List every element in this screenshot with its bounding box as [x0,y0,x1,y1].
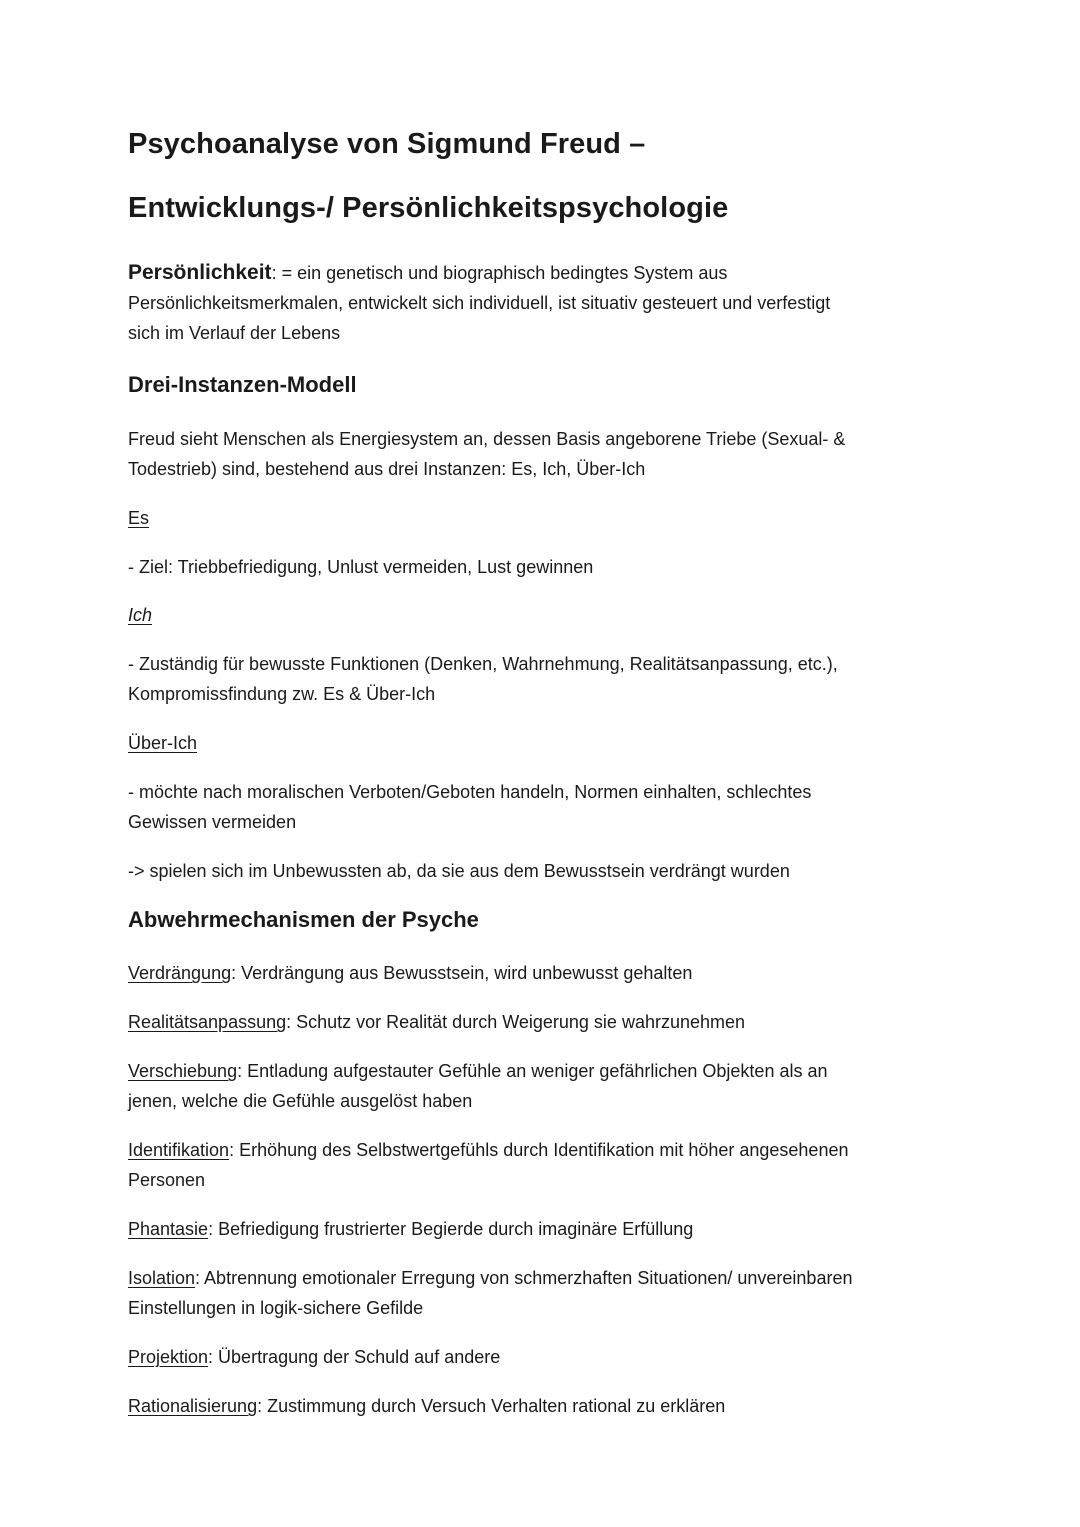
es-label-text: Es [128,508,150,528]
personality-definition [128,258,958,348]
ich-text-line-1: - Zuständig für bewusste Funktionen (Denken, Wahrnehmung, Realitätsanpassung, etc.), [128,654,838,674]
model-intro [128,424,958,484]
defense-item [128,1263,958,1323]
defense-item [128,1391,958,1421]
ich-text-line-2: Kompromissfindung zw. Es & Über-Ich [128,684,436,704]
defense-term: Rationalisierung [128,1396,258,1416]
ich-label [128,600,958,630]
model-note: -> spielen sich im Unbewussten ab, da sie aus dem Bewusstsein verdrängt wurden [128,861,790,881]
defense-text-line-1: : Entladung aufgestauter Gefühle an weniger gefährlichen Objekten als an [237,1061,828,1081]
ueberich-text [128,777,958,837]
defense-term: Isolation [128,1268,196,1288]
defense-text-line-1: : Zustimmung durch Versuch Verhalten rational zu erklären [257,1396,726,1416]
personality-term: Persönlichkeit [128,261,272,284]
defense-term: Identifikation [128,1140,230,1160]
defense-term: Realitätsanpassung [128,1012,287,1032]
es-text: - Ziel: Triebbefriedigung, Unlust vermeiden, Lust gewinnen [128,557,594,577]
defense-text-line-2: jenen, welche die Gefühle ausgelöst haben [128,1091,473,1111]
defense-item [128,1056,958,1116]
defense-term: Phantasie [128,1219,209,1239]
defense-term: Projektion [128,1347,209,1367]
ueberich-text-line-2: Gewissen vermeiden [128,812,297,832]
defense-text-line-1: : Abtrennung emotionaler Erregung von schmerzhaften Situationen/ unvereinbaren [195,1268,853,1288]
defense-heading: Abwehrmechanismen der Psyche [128,907,479,932]
defense-text-line-2: Personen [128,1170,206,1190]
defense-item [128,1214,958,1244]
defense-text-line-1: : Schutz vor Realität durch Weigerung sie wahrzunehmen [286,1012,746,1032]
personality-definition-line-2: Persönlichkeitsmerkmalen, entwickelt sich individuell, ist situativ gesteuert und verfestigt [128,293,831,313]
defense-item [128,1007,958,1037]
title-line-2: Entwicklungs-/ Persönlichkeitspsychologie [128,192,729,224]
defense-text-line-1: : Verdrängung aus Bewusstsein, wird unbewusst gehalten [231,963,693,983]
defense-item [128,1135,958,1195]
es-label [128,503,958,533]
defense-text-line-1: : Erhöhung des Selbstwertgefühls durch Identifikation mit höher angesehenen [229,1140,849,1160]
defense-text-line-2: Einstellungen in logik-sichere Gefilde [128,1298,424,1318]
defense-text-line-1: : Übertragung der Schuld auf andere [208,1347,501,1367]
defense-item [128,958,958,988]
personality-definition-line-3: sich im Verlauf der Lebens [128,323,341,343]
defense-text-line-1: : Befriedigung frustrierter Begierde durch imaginäre Erfüllung [208,1219,694,1239]
title-line-1: Psychoanalyse von Sigmund Freud – [128,128,646,160]
personality-definition-line-1: : = ein genetisch und biographisch bedingtes System aus [271,263,728,283]
model-heading: Drei-Instanzen-Modell [128,372,357,397]
ueberich-label-text: Über-Ich [128,733,198,753]
ueberich-text-line-1: - möchte nach moralischen Verboten/Geboten handeln, Normen einhalten, schlechtes [128,782,812,802]
model-intro-line-2: Todestrieb) sind, bestehend aus drei Instanzen: Es, Ich, Über-Ich [128,459,646,479]
ueberich-label [128,728,958,758]
defense-item [128,1342,958,1372]
defense-term: Verschiebung [128,1061,238,1081]
ich-text [128,649,958,709]
ich-label-text: Ich [128,605,153,625]
model-intro-line-1: Freud sieht Menschen als Energiesystem an, dessen Basis angeborene Triebe (Sexual- & [128,429,846,449]
defense-term: Verdrängung [128,963,232,983]
